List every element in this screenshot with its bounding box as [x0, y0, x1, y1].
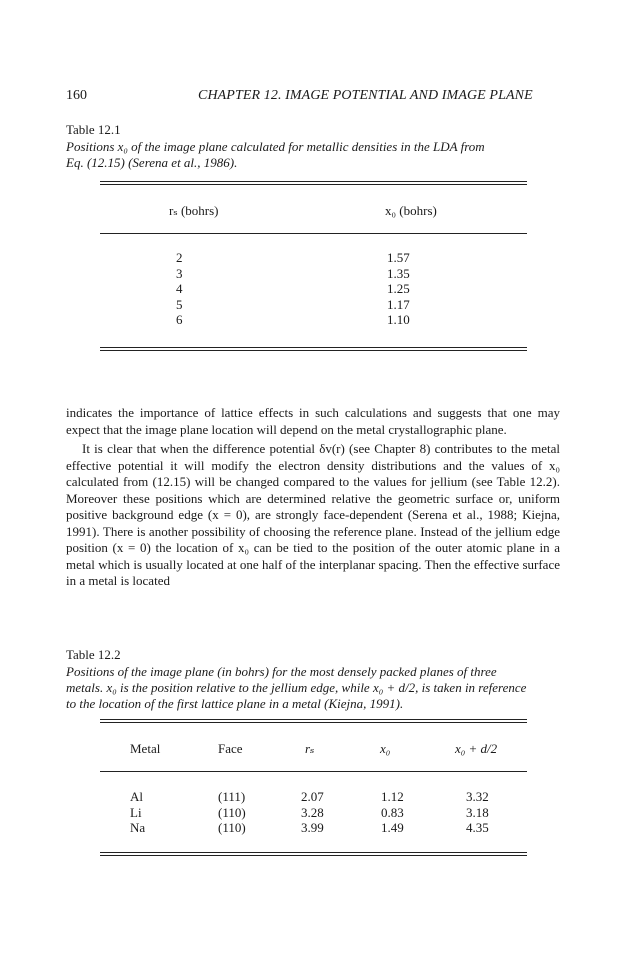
table2-caption-line-3: to the location of the first lattice plane in a metal (Kiejna, 1991).	[66, 696, 404, 711]
table1-cell: 1.35	[387, 265, 410, 281]
table1-cell: 2	[176, 250, 183, 265]
table2-column-rs	[301, 789, 324, 836]
table2-caption	[66, 664, 560, 712]
table1-column-x0	[387, 250, 410, 328]
table2-header-metal: Metal	[130, 741, 161, 756]
body-text	[66, 405, 560, 590]
table1-caption-line-2: Eq. (12.15) (Serena et al., 1986).	[66, 155, 238, 170]
table1-cell: 1.17	[387, 296, 410, 312]
table1-header-rule	[100, 233, 527, 234]
table2-cell: (110)	[218, 820, 246, 835]
paragraph-1: indicates the importance of lattice effects in such calculations and suggests that one may expect that the image plane location will depend on the metal crystallographic plane.	[66, 405, 560, 437]
table1-bottom-rule	[100, 347, 527, 348]
table2-header-x0: x₀	[380, 741, 391, 756]
table2-column-x0-plus-d-half	[466, 789, 489, 836]
table2-header-face: Face	[218, 741, 243, 756]
table2-cell: 1.12	[381, 789, 404, 804]
table2-column-x0	[381, 789, 404, 836]
table1-column-rs	[176, 250, 183, 328]
table2-cell: Al	[130, 789, 143, 804]
table2-top-rule	[100, 719, 527, 720]
table2-column-metal	[130, 789, 145, 836]
table1-bottom-rule-2	[100, 350, 527, 351]
table1-top-rule	[100, 181, 527, 182]
paragraph-2: It is clear that when the difference potential δv(r) (see Chapter 8) contributes to the metal effective potential it will modify the electron density distributions and the values of x₀ calculated from (12.15) will be changed compared to the values for jellium (see Table 12.2). Moreover these positions which are determined relative the geometric surface or, uniform positive background edge (x = 0), are strongly face-dependent (Serena et al., 1988; Kiejna, 1991). There is another possibility of choosing the reference plane. Instead of the jellium edge position (x = 0) the location of x₀ can be tied to the position of the outer atomic plane in a metal which is usually located at one half of the interplanar spacing. Then the effective surface in a metal is located	[66, 441, 560, 588]
table2-cell: (111)	[218, 789, 246, 804]
table2-cell: 0.83	[381, 804, 404, 820]
table1-cell: 1.10	[387, 312, 410, 327]
table2-cell: 3.99	[301, 820, 324, 835]
table2-caption-line-2: metals. x₀ is the position relative to the jellium edge, while x₀ + d/2, is taken in reference	[66, 680, 527, 695]
table2-bottom-rule	[100, 852, 527, 853]
table1-label: Table 12.1	[66, 122, 121, 137]
table2-cell: 1.49	[381, 820, 404, 835]
table1-cell: 3	[176, 265, 183, 281]
table1-cell: 1.25	[387, 281, 410, 296]
table2-cell: 2.07	[301, 789, 324, 804]
table2-caption-line-1: Positions of the image plane (in bohrs) for the most densely packed planes of three	[66, 664, 497, 679]
table1-cell: 6	[176, 312, 183, 327]
table1-caption-line-1: Positions x₀ of the image plane calculated for metallic densities in the LDA from	[66, 139, 485, 154]
table2-cell: 3.32	[466, 789, 489, 804]
table2-cell: 3.18	[466, 804, 489, 820]
table1-cell: 4	[176, 281, 183, 296]
table1-header-x0: x₀ (bohrs)	[385, 203, 437, 218]
table2-cell: Na	[130, 820, 146, 835]
table1-caption	[66, 139, 560, 171]
table2-bottom-rule-2	[100, 855, 527, 856]
table2-cell: Li	[130, 804, 142, 820]
table1-cell: 5	[176, 296, 183, 312]
table2-label: Table 12.2	[66, 647, 121, 662]
table2-header-rule	[100, 771, 527, 772]
table2-header-x0-plus-d-half: x₀ + d/2	[455, 741, 498, 756]
page-number: 160	[66, 88, 87, 103]
table2-cell: 3.28	[301, 804, 324, 820]
table2-cell: 4.35	[466, 820, 489, 835]
table1-cell: 1.57	[387, 250, 410, 265]
chapter-header: CHAPTER 12. IMAGE POTENTIAL AND IMAGE PLANE	[198, 88, 533, 103]
table2-cell: (110)	[218, 804, 246, 820]
table2-column-face	[218, 789, 246, 836]
table2-header-rs: rₛ	[305, 741, 315, 756]
table2-top-rule-2	[100, 722, 527, 723]
table1-top-rule-2	[100, 184, 527, 185]
table1-header-rs: rₛ (bohrs)	[169, 203, 219, 218]
